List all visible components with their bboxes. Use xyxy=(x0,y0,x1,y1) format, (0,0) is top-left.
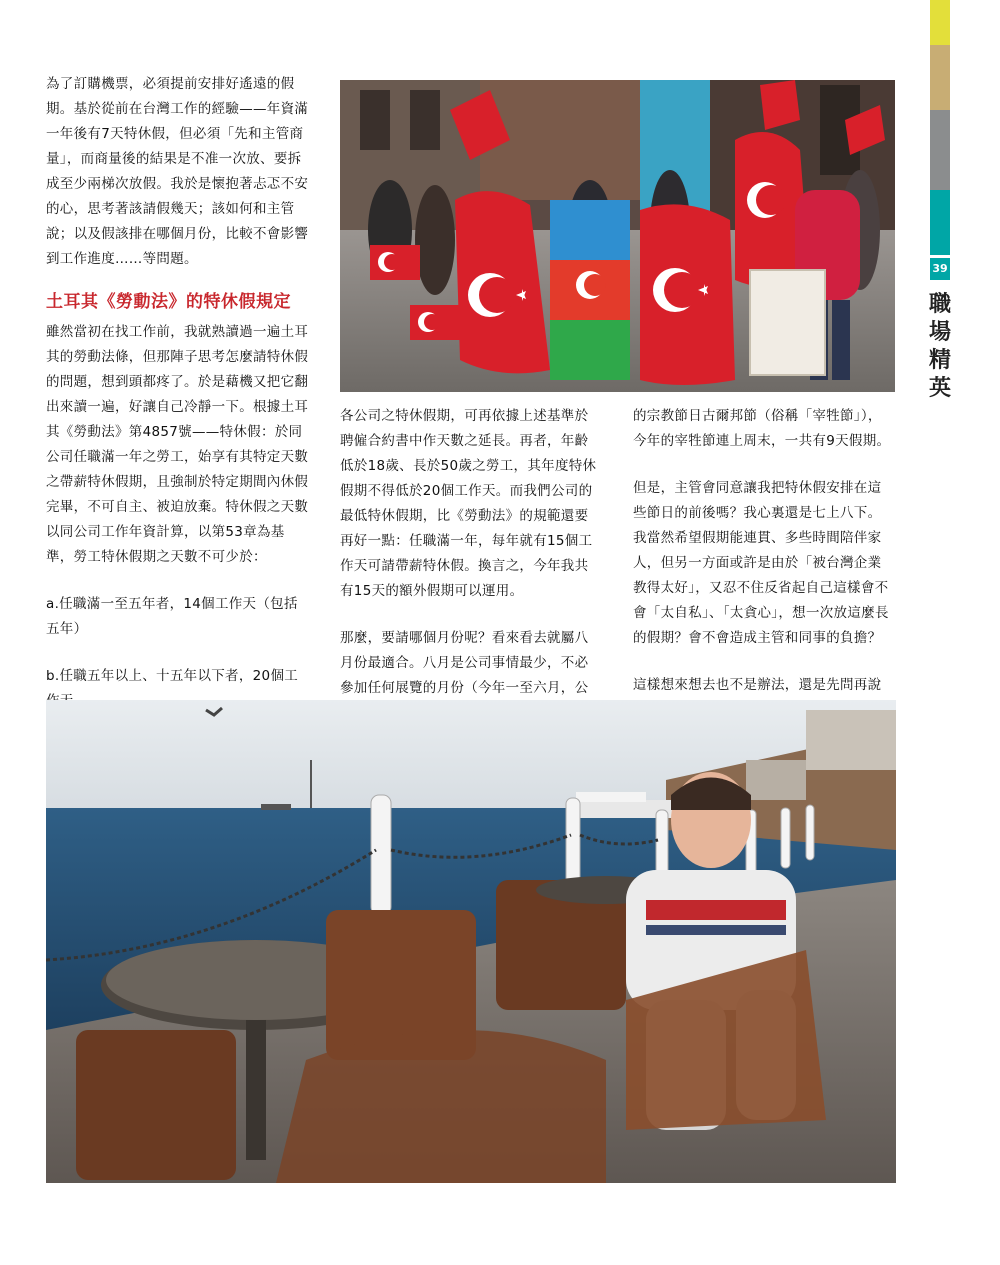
paragraph: 但是，主管會同意讓我把特休假安排在這些節日的前後嗎？我心裏還是七上八下。我當然希望假期能連貫、多些時間陪伴家人，但另一方面或許是由於「被台灣企業教得太好」，又忍不住反省起自己這樣會不會「太自私」、「太貪心」，想一次放這麼長的假期？會不會造成主管和同事的負擔？ xyxy=(633,480,889,646)
page-number: 39 xyxy=(930,258,950,280)
paragraph: 為了訂購機票，必須提前安排好遙遠的假期。基於從前在台灣工作的經驗——年資滿一年後有7天特休假，但必須「先和主管商量」，而商量後的結果是不准一次放、要拆成至少兩梯次放假。我於是懷抱著忐忑不安的心，思考著該請假幾天；該如何和主管說；以及假該排在哪個月份，比較不會影響到工作進度……等問題。 xyxy=(46,76,309,267)
text-column-1 xyxy=(46,72,309,808)
sidebar-color-block-yellow xyxy=(930,0,950,45)
section-title: 職場精英 xyxy=(928,291,951,401)
paragraph: 各公司之特休假期，可再依據上述基準於聘僱合約書中作天數之延長。再者，年齡低於18歲、長於50歲之勞工，其年度特休假期不得低於20個工作天。而我們公司的最低特休假期，比《勞動法》的規範還要再好一點：任職滿一年，每年就有15個工作天可請帶薪特休假。換言之，今年我共有15天的額外假期可以運用。 xyxy=(340,408,597,599)
list-item: b.任職五年以上、十五年以下者，20個工 xyxy=(46,668,299,684)
subheading: 土耳其《勞動法》的特休假規定 xyxy=(46,292,291,312)
list-item: a.任職滿一至五年者，14個工作天（包括五年） xyxy=(46,596,298,637)
paragraph: 的宗教節日古爾邦節（俗稱「宰牲節」），今年的宰牲節連上周末，一共有9天假期。 xyxy=(633,408,891,449)
paragraph: 雖然當初在找工作前，我就熟讀過一遍土耳其的勞動法條，但那陣子思考怎麼請特休假的問題，想到頭都疼了。於是藉機又把它翻出來讀一遍，好讓自己冷靜一下。根據土耳其《勞動法》第4857號——特休假：於同公司任職滿一年之勞工，始享有其特定天數之帶薪特休假期，且強制於特定期間內休假完畢，不可自主、被迫放棄。特休假之天數以同公司工作年資計算，以第53章為基準，勞工特休假期之天數不可少於： xyxy=(46,324,309,565)
sidebar-color-block-gray xyxy=(930,110,950,190)
paragraph: 那麼，要請哪個月份呢？看來看去就屬八月份最適合。八月是公司事情最少，不必參加任何展覽的月份（今年一至六月，公 xyxy=(340,630,589,696)
photo-seaside-cafe xyxy=(46,700,896,1183)
sidebar-color-block-tan xyxy=(930,45,950,110)
sidebar-color-block-teal xyxy=(930,190,950,255)
photo-flag-crowd xyxy=(340,80,895,392)
paragraph: 這樣想來想去也不是辦法，還是先問再說 xyxy=(633,677,882,693)
